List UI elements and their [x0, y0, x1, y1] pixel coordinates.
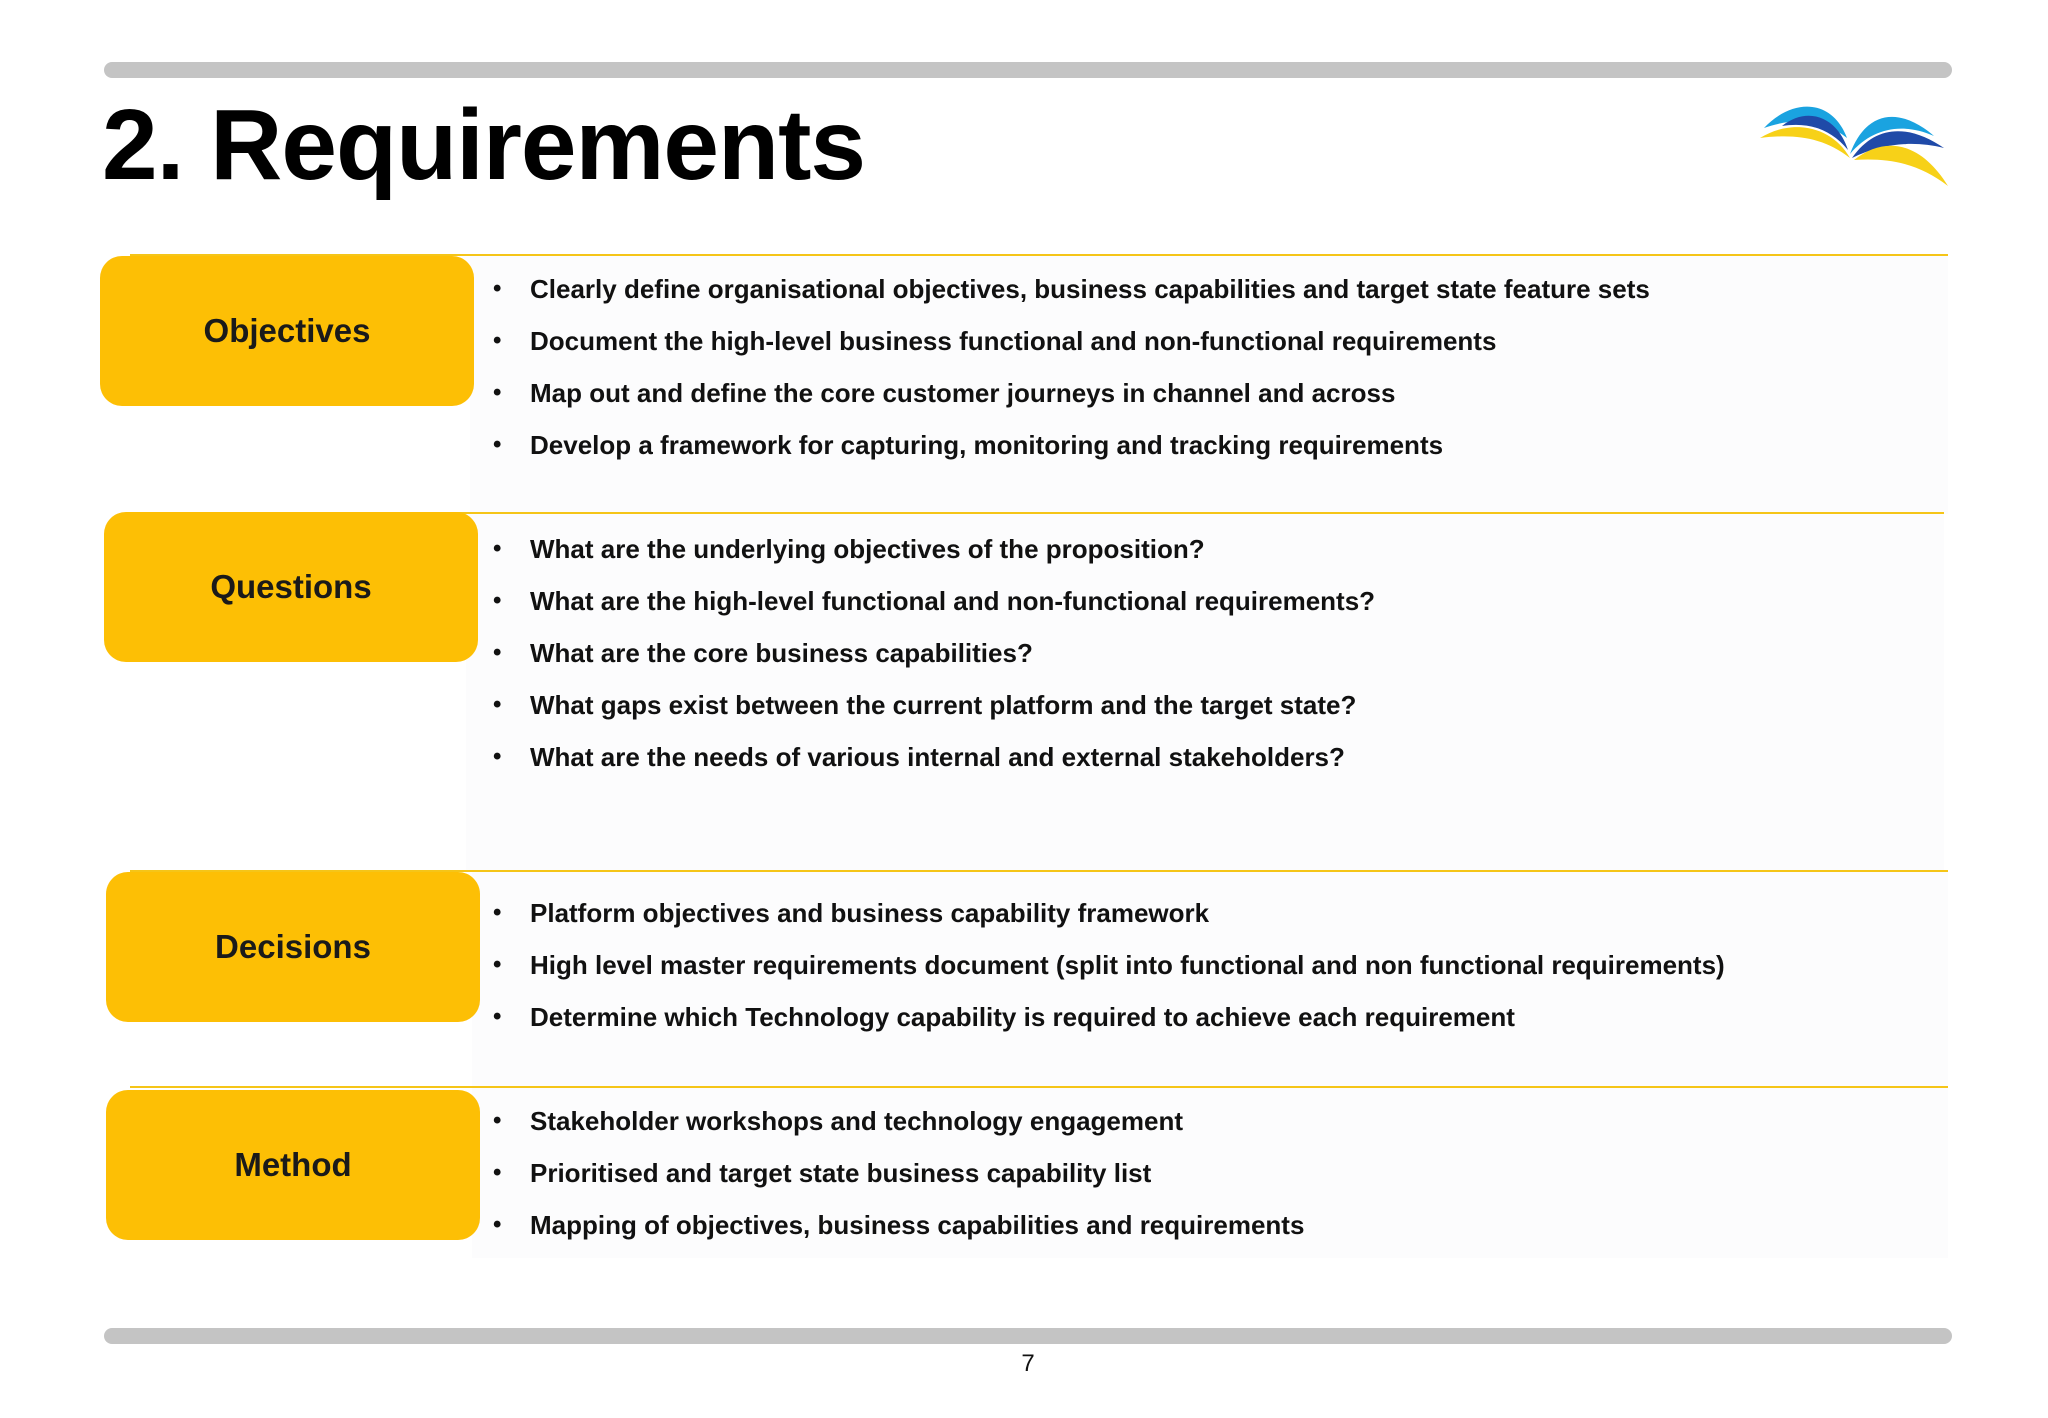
list-item: • Map out and define the core customer journeys in channel and across — [490, 367, 1650, 419]
list-item: • Document the high-level business functional and non-functional requirements — [490, 315, 1650, 367]
method-bullet-list — [490, 1095, 1304, 1251]
questions-label: Questions — [104, 512, 478, 662]
list-item: • High level master requirements document (split into functional and non functional requirements) — [490, 939, 1725, 991]
list-item: • What are the underlying objectives of the proposition? — [490, 523, 1375, 575]
list-item: • What are the needs of various internal and external stakeholders? — [490, 731, 1375, 783]
list-item: • What gaps exist between the current platform and the target state? — [490, 679, 1375, 731]
book-logo-icon — [1752, 88, 1952, 198]
objectives-label: Objectives — [100, 256, 474, 406]
page-number: 7 — [1021, 1350, 1035, 1377]
list-item: • Mapping of objectives, business capabilities and requirements — [490, 1199, 1304, 1251]
decisions-label: Decisions — [106, 872, 480, 1022]
list-item: • Clearly define organisational objectives, business capabilities and target state feature sets — [490, 263, 1650, 315]
list-item: • Determine which Technology capability is required to achieve each requirement — [490, 991, 1725, 1043]
objectives-bullet-list — [490, 263, 1650, 471]
bottom-divider-bar — [104, 1328, 1952, 1344]
list-item: • Prioritised and target state business capability list — [490, 1147, 1304, 1199]
method-section-divider — [130, 1086, 1948, 1088]
page-title: 2. Requirements — [102, 89, 866, 201]
decisions-bullet-list — [490, 887, 1725, 1043]
top-divider-bar — [104, 62, 1952, 78]
list-item: • Platform objectives and business capability framework — [490, 887, 1725, 939]
list-item: • What are the high-level functional and non-functional requirements? — [490, 575, 1375, 627]
list-item: • What are the core business capabilities? — [490, 627, 1375, 679]
list-item: • Stakeholder workshops and technology engagement — [490, 1095, 1304, 1147]
method-label: Method — [106, 1090, 480, 1240]
questions-bullet-list — [490, 523, 1375, 783]
list-item: • Develop a framework for capturing, monitoring and tracking requirements — [490, 419, 1650, 471]
